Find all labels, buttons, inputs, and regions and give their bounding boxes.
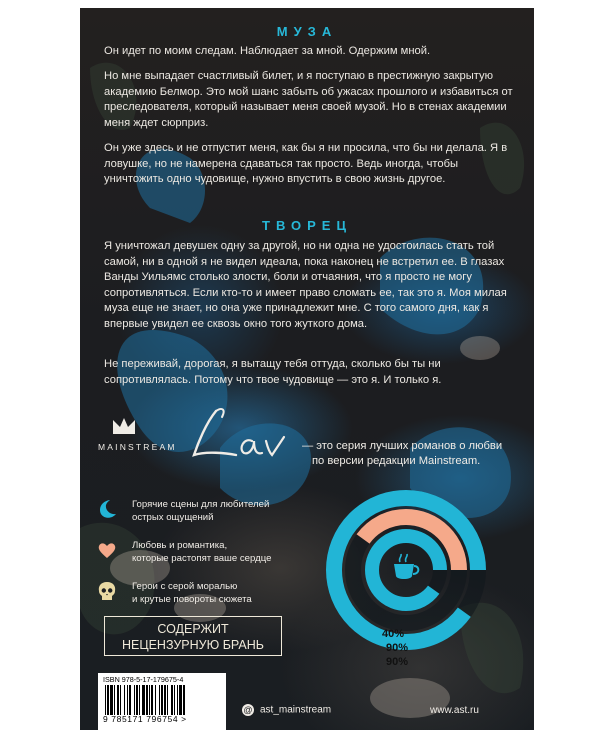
website-link[interactable]: www.ast.ru: [430, 705, 479, 716]
muse-paragraph-2: Но мне выпадает счастливый билет, и я поступаю в престижную закрытую академию Белмор. Это мой шанс забыть об ужасах прошлого и избавиться от преследователя, который называет меня своей музой. Но в стенах академии меня ждет сюрприз.: [104, 70, 513, 129]
barcode-bar: [149, 685, 150, 715]
profanity-warning-box: [104, 616, 282, 656]
barcode-bar: [129, 685, 131, 715]
section-heading-muse: МУЗА: [276, 24, 338, 39]
barcode-bar: [161, 685, 163, 715]
barcode-bar: [139, 685, 140, 715]
at-icon: @: [243, 705, 253, 715]
barcode-bar: [136, 685, 138, 715]
skull-icon: [96, 580, 118, 602]
barcode-bar: [127, 685, 128, 715]
series-line-2: по версии редакции Mainstream.: [312, 455, 481, 467]
barcode-bar: [134, 685, 135, 715]
feature-hot-scenes-line-2: острых ощущений: [132, 512, 214, 523]
barcode-bar: [179, 685, 182, 715]
social-handle-text: ast_mainstream: [260, 704, 332, 716]
barcode-bar: [114, 685, 115, 715]
series-brand-row: [98, 403, 518, 473]
feature-love-line-1: Любовь и романтика,: [132, 540, 228, 551]
book-back-cover: [80, 8, 534, 730]
genre-donut-chart: [306, 470, 506, 670]
barcode-bar: [167, 685, 168, 715]
feature-gray-line-2: и крутые повороты сюжета: [132, 594, 252, 605]
barcode-bars: [103, 685, 221, 715]
publisher-logo-text: MAINSTREAM: [98, 442, 177, 452]
barcode-bar: [177, 685, 178, 715]
barcode-bar: [174, 685, 175, 715]
barcode-number: 9 785171 796754 >: [103, 714, 187, 724]
chart-label-3: 90%: [386, 656, 409, 668]
lav-series-logo: [186, 403, 296, 465]
barcode-bar: [164, 685, 166, 715]
feature-love-line-2: которые растопят ваше сердце: [132, 553, 272, 564]
creator-paragraph-2: Не переживай, дорогая, я вытащу тебя оттуда, сколько бы ты ни сопротивлялась. Потому что твое чудовище — это я. И только я.: [104, 358, 442, 386]
barcode-bar: [151, 685, 153, 715]
social-handle[interactable]: [242, 704, 331, 716]
cup-icon: [394, 554, 418, 579]
feature-hot-scenes-line-1: Горячие сцены для любителей: [132, 499, 270, 510]
barcode-bar: [171, 685, 173, 715]
barcode-bar: [142, 685, 145, 715]
crown-logo-icon: [112, 417, 136, 435]
barcode-bar: [117, 685, 119, 715]
chart-label-2: 90%: [386, 642, 409, 654]
isbn-text: ISBN 978-5-17-179675-4: [103, 675, 184, 684]
feature-gray-line-1: Герои с серой моралью: [132, 581, 238, 592]
section-heading-creator: ТВОРЕЦ: [262, 218, 352, 233]
barcode-bar: [120, 685, 121, 715]
barcode-bar: [155, 685, 156, 715]
crescent-moon-icon: [96, 498, 118, 520]
heart-icon: [96, 539, 118, 561]
barcode-block: [98, 673, 226, 730]
chart-label-1: 40%: [382, 628, 405, 640]
barcode-bar: [107, 685, 109, 715]
creator-paragraph-1: Я уничтожал девушек одну за другой, но ни одна не удостоилась стать той самой, ни в одной я не видел идеала, пока наконец не встретил ее. В глазах Ванды Уильямс столько злости, боли и отчаяния, что я просто не могу сопротивляться. Если кто-то и имеет право сломать ее, так это я. Моя милая муза еще не знает, но она уже принадлежит мне. С того самого дня, как я впервые увидел ее сквозь окно того жуткого дома.: [104, 240, 507, 330]
series-description: [302, 439, 532, 469]
barcode-bar: [110, 685, 113, 715]
muse-paragraph-3: Он уже здесь и не отпустит меня, как бы я ни просила, что бы ни делала. Я в ловушке, но не намерена сдаваться так просто. Ведь иногда, чтобы уничтожить одно чудовище, нужно впустить в свою жизнь другое.: [104, 142, 508, 186]
warning-line-2: НЕЦЕНЗУРНУЮ БРАНЬ: [121, 638, 264, 652]
series-line-1: — это серия лучших романов о любви: [302, 440, 503, 452]
warning-line-1: СОДЕРЖИТ: [157, 622, 229, 636]
barcode-bar: [183, 685, 185, 715]
barcode-bar: [124, 685, 125, 715]
barcode-bar: [159, 685, 160, 715]
barcode-bar: [105, 685, 106, 715]
barcode-bar: [146, 685, 148, 715]
muse-paragraph-1: Он идет по моим следам. Наблюдает за мной. Одержим мной.: [104, 45, 431, 57]
